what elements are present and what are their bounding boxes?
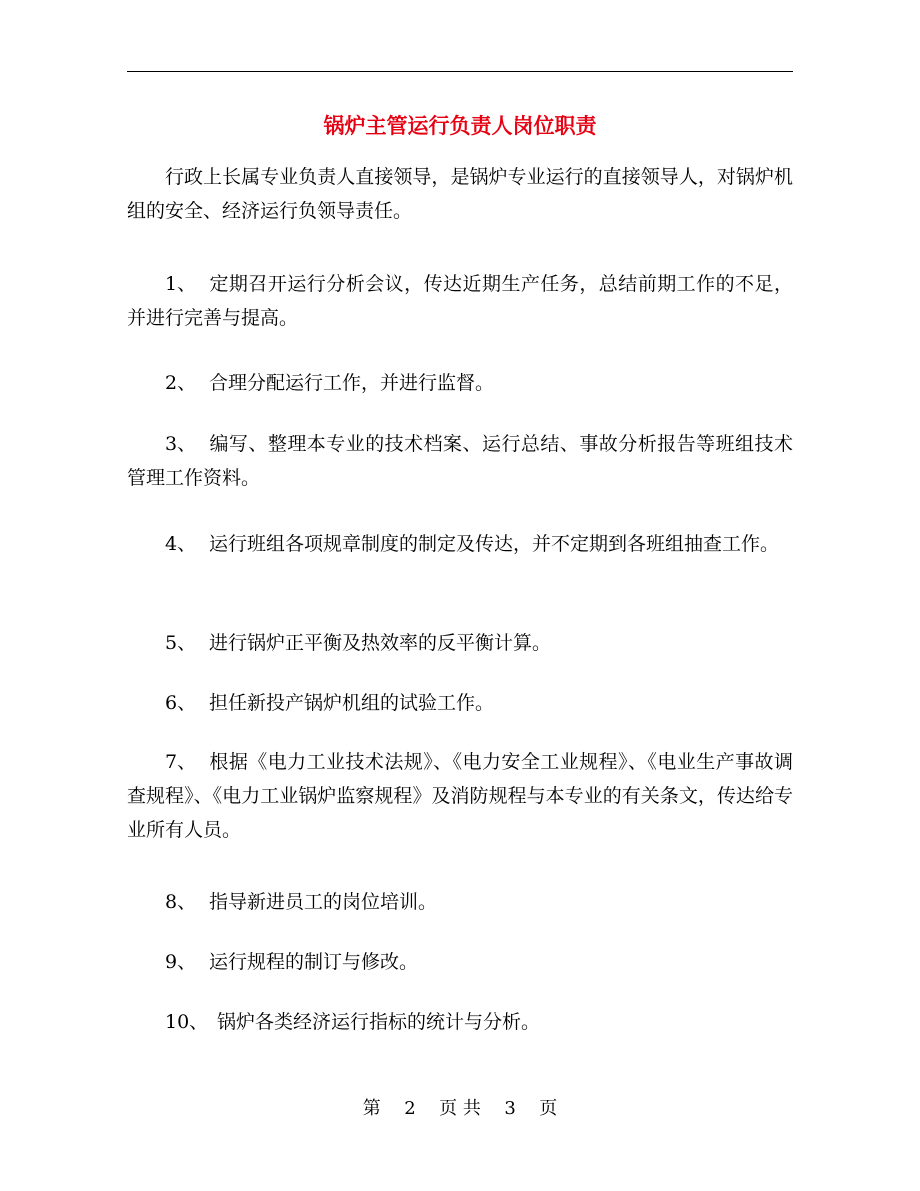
header-rule	[127, 71, 793, 72]
item-number: 10、	[165, 1011, 209, 1033]
item-text: 运行班组各项规章制度的制定及传达，并不定期到各班组抽查工作。	[209, 533, 780, 555]
item-text: 合理分配运行工作，并进行监督。	[209, 372, 495, 394]
item-number: 6、	[165, 692, 197, 714]
page-footer	[0, 1094, 920, 1124]
item-text: 指导新进员工的岗位培训。	[209, 891, 438, 913]
item-number: 1、	[165, 273, 197, 295]
footer-middle: 页 共	[439, 1098, 481, 1119]
duty-item-4	[127, 527, 793, 561]
current-page-number: 2	[404, 1098, 416, 1119]
item-text: 运行规程的制订与修改。	[209, 951, 419, 973]
item-text: 进行锅炉正平衡及热效率的反平衡计算。	[209, 632, 552, 654]
footer-suffix: 页	[539, 1098, 558, 1119]
duty-item-3	[127, 427, 793, 495]
item-number: 2、	[165, 372, 197, 394]
item-number: 4、	[165, 533, 197, 555]
duty-item-9	[127, 945, 793, 979]
item-text: 编写、整理本专业的技术档案、运行总结、事故分析报告等班组技术管理工作资料。	[127, 433, 793, 489]
footer-prefix: 第	[362, 1098, 381, 1119]
intro-line-1: 行政上长属专业负责人直接领导，是锅炉专业运行的直接领导人，	[165, 166, 717, 188]
item-number: 5、	[165, 632, 197, 654]
duty-item-7	[127, 745, 793, 847]
document-title: 锅炉主管运行负责人岗位职责	[323, 113, 597, 138]
item-number: 8、	[165, 891, 197, 913]
intro-paragraph	[127, 160, 793, 228]
duty-item-1	[127, 267, 793, 335]
total-page-number: 3	[504, 1098, 516, 1119]
item-number: 3、	[165, 433, 197, 455]
item-number: 9、	[165, 951, 197, 973]
duty-item-2	[127, 366, 793, 400]
item-text: 锅炉各类经济运行指标的统计与分析。	[217, 1011, 541, 1033]
duty-item-6	[127, 686, 793, 720]
item-text: 定期召开运行分析会议，传达近期生产任务，总结前期工作的不足，并进行完善与提高。	[127, 273, 793, 329]
item-number: 7、	[165, 751, 197, 773]
item-text: 担任新投产锅炉机组的试验工作。	[209, 692, 495, 714]
duty-item-8	[127, 885, 793, 919]
item-text: 根据《电力工业技术法规》、《电力安全工业规程》、《电业生产事故调查规程》、《电力工业锅炉监察规程》及消防规程与本专业的有关条文，传达给专业所有人员。	[127, 751, 793, 841]
duty-item-5	[127, 626, 793, 660]
duty-item-10	[127, 1005, 793, 1039]
intro-line-2: 对锅炉机组的安全、经济运行负领导责任。	[127, 166, 793, 222]
